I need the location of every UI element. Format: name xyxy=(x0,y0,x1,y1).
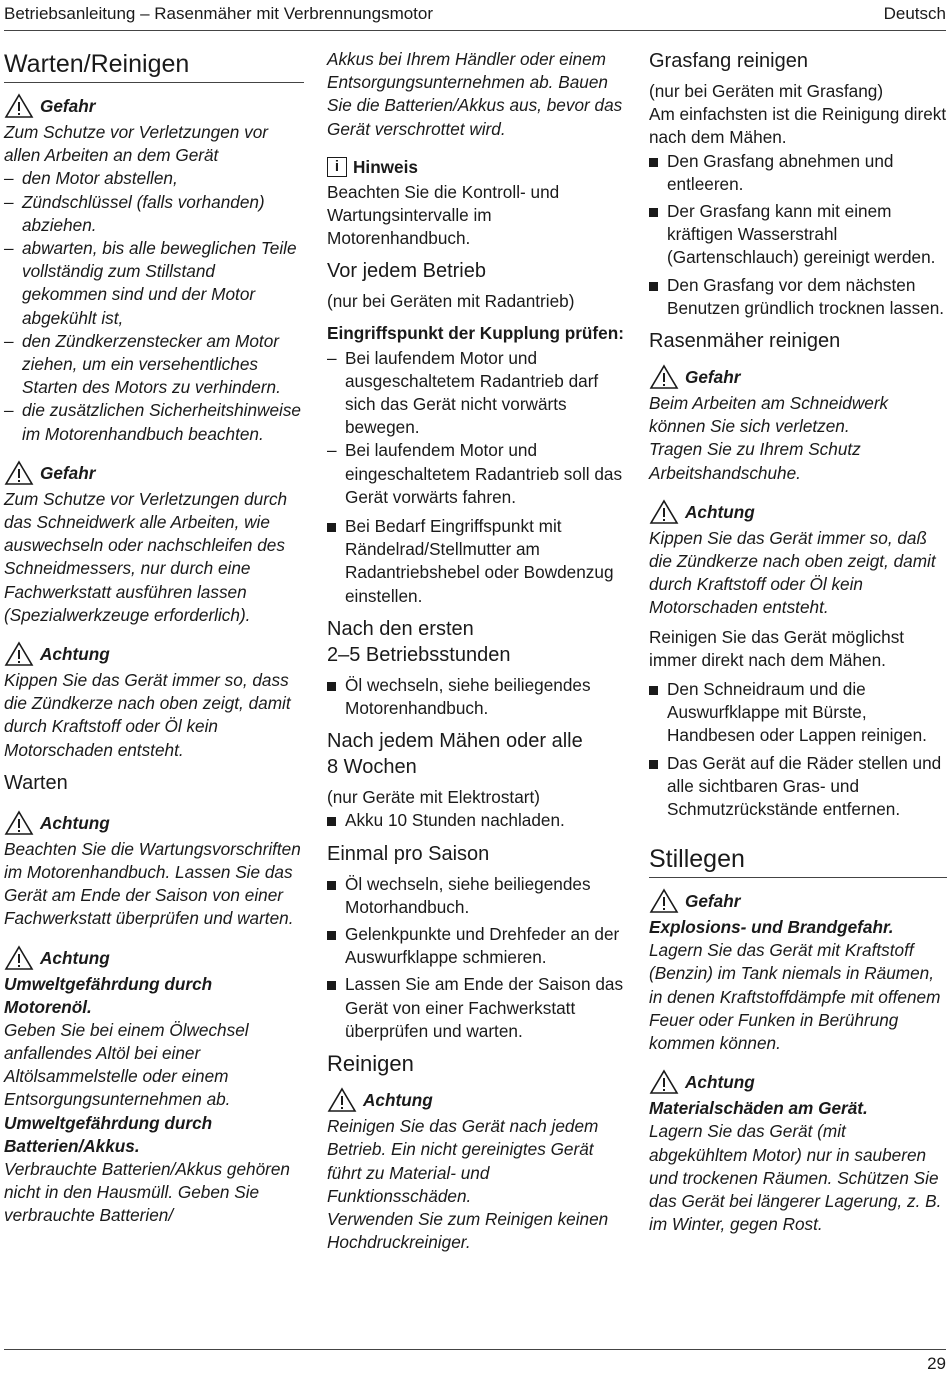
notice-label: Gefahr xyxy=(685,891,741,912)
subsection-title-einmal-pro-saison: Einmal pro Saison xyxy=(327,842,490,865)
notice-text: Zum Schutze vor Verletzungen durch das Schneidwerk alle Arbeiten, wie auswechseln oder nachschleifen des Schneidmessers, nur durch eine Fachwerkstatt ausführen lassen (Spezialwerkzeuge erforderlich). xyxy=(4,488,288,625)
notice-label: Achtung xyxy=(40,812,110,833)
notice-text: Verwenden Sie zum Reinigen keinen Hochdruckreiniger. xyxy=(327,1208,609,1253)
notice-text: Lagern Sie das Gerät mit Kraftstoff (Benzin) im Tank niemals in Räumen, in denen Kraftstoffdämpfe mit offenem Feuer oder Funken in Berührung kommen können. xyxy=(649,940,941,1054)
notice-label: Achtung xyxy=(40,947,110,968)
note-text: (nur Geräte mit Elektrostart) xyxy=(327,787,540,808)
warning-triangle-icon xyxy=(4,641,34,667)
notice-text: Kippen Sie das Gerät immer so, daß die Zündkerze nach oben zeigt, damit durch Kraftstoff oder Öl kein Motorschaden entsteht. xyxy=(649,527,936,618)
notice-text: Beachten Sie die Wartungsvorschriften im Motorenhandbuch. Lassen Sie das Gerät am Ende der Saison von einer Fachwerkstatt überprüfen und warten. xyxy=(4,838,301,929)
list-item: – Zündschlüssel (falls vorhanden) abziehen. xyxy=(4,191,304,237)
subsection-title-nach-den-ersten xyxy=(327,616,627,668)
list-item: Das Gerät auf die Räder stellen und alle sichtbaren Gras- und Schmutzrückstände entfernen. xyxy=(649,752,947,822)
notice-achtung xyxy=(327,1087,627,1113)
title-line: Nach den ersten xyxy=(327,617,474,640)
notice-heading: Umweltgefährdung durch Motorenöl. xyxy=(4,973,213,1017)
warning-triangle-icon xyxy=(649,499,679,525)
notice-label: Gefahr xyxy=(685,367,741,388)
list-item: – den Zündkerzenstecker am Motor ziehen, um ein versehentliches Starten des Motors zu verhindern. xyxy=(4,330,304,400)
list-item: – Bei laufendem Motor und eingeschaltetem Radantrieb soll das Gerät vorwärts fahren. xyxy=(327,439,627,509)
subsection-title-vor-jedem-betrieb: Vor jedem Betrieb xyxy=(327,260,486,283)
bullet-list xyxy=(649,150,947,320)
list-item: Öl wechseln, siehe beiliegendes Motorhandbuch. xyxy=(327,873,627,919)
notice-text: Reinigen Sie das Gerät nach jedem Betrieb. Ein nicht gereinigtes Gerät führt zu Material- und Funktionsschäden. xyxy=(327,1116,599,1206)
notice-gefahr xyxy=(649,364,947,390)
warning-triangle-icon xyxy=(649,1069,679,1095)
dash-list xyxy=(327,347,627,509)
notice-text: Beim Arbeiten am Schneidwerk können Sie sich verletzen. xyxy=(649,393,889,437)
subsection-title-nach-jedem-maehen xyxy=(327,728,627,780)
notice-achtung xyxy=(649,499,947,525)
list-item: Der Grasfang kann mit einem kräftigen Wasserstrahl (Gartenschlauch) gereinigt werden. xyxy=(649,200,947,270)
warning-triangle-icon xyxy=(4,460,34,486)
notice-text: Lagern Sie das Gerät (mit abgekühltem Motor) nur in sauberen und trockenen Räumen. Schützen Sie das Gerät bei längerer Lagerung, z. B. im Winter, gegen Rost. xyxy=(649,1121,942,1235)
notice-gefahr xyxy=(4,93,304,119)
language-label: Deutsch xyxy=(883,4,946,23)
subsection-title-reinigen: Reinigen xyxy=(327,1051,414,1077)
notice-label: Achtung xyxy=(363,1090,433,1111)
list-item: Akku 10 Stunden nachladen. xyxy=(327,809,627,832)
warning-triangle-icon xyxy=(4,945,34,971)
list-item: Öl wechseln, siehe beiliegendes Motorenhandbuch. xyxy=(327,674,627,720)
section-title-stillegen: Stillegen xyxy=(649,843,947,878)
notice-gefahr xyxy=(4,460,304,486)
list-item: Den Schneidraum und die Auswurfklappe mit Bürste, Handbesen oder Lappen reinigen. xyxy=(649,678,947,748)
section-title-warten-reinigen: Warten/Reinigen xyxy=(4,48,304,83)
bullet-list xyxy=(327,873,627,1043)
notice-label: Gefahr xyxy=(40,96,96,116)
list-item: Den Grasfang abnehmen und entleeren. xyxy=(649,150,947,196)
list-item: Gelenkpunkte und Drehfeder an der Auswurfklappe schmieren. xyxy=(327,923,627,969)
column-2 xyxy=(327,48,627,1254)
subheading-eingriffspunkt: Eingriffspunkt der Kupplung prüfen: xyxy=(327,322,624,343)
title-line: Nach jedem Mähen oder alle xyxy=(327,730,583,753)
notice-achtung xyxy=(4,945,304,971)
notice-label: Achtung xyxy=(685,501,755,522)
title-line: 2–5 Betriebsstunden xyxy=(327,643,511,666)
info-icon: i xyxy=(327,157,347,177)
list-item: – den Motor abstellen, xyxy=(4,167,304,190)
warning-triangle-icon xyxy=(4,810,34,836)
column-1 xyxy=(4,48,304,1227)
body-text: Am einfachsten ist die Reinigung direkt nach dem Mähen. xyxy=(649,104,947,148)
notice-heading: Materialschäden am Gerät. xyxy=(649,1098,868,1119)
list-item: Bei Bedarf Eingriffspunkt mit Rändelrad/Stellmutter am Radantriebshebel oder Bowdenzug einstellen. xyxy=(327,515,627,608)
column-3 xyxy=(649,48,947,1236)
notice-achtung xyxy=(4,641,304,667)
note-text: (nur bei Geräten mit Radantrieb) xyxy=(327,291,575,312)
notice-heading: Explosions- und Brandgefahr. xyxy=(649,917,894,938)
notice-label: Hinweis xyxy=(353,156,418,177)
warning-triangle-icon xyxy=(649,364,679,390)
page-footer xyxy=(4,1349,946,1374)
subsection-title-warten: Warten xyxy=(4,771,68,794)
subsection-title-grasfang-reinigen: Grasfang reinigen xyxy=(649,50,808,72)
notice-heading: Umweltgefährdung durch Batterien/Akkus. xyxy=(4,1112,213,1156)
list-item: – abwarten, bis alle beweglichen Teile vollständig zum Stillstand gekommen sind und der Motor abgekühlt ist, xyxy=(4,237,304,330)
notice-text: Zum Schutze vor Verletzungen vor allen Arbeiten an dem Gerät xyxy=(4,122,268,166)
dash-list xyxy=(4,167,304,445)
notice-achtung xyxy=(649,1069,947,1095)
bullet-list xyxy=(327,674,627,720)
notice-text: Kippen Sie das Gerät immer so, dass die Zündkerze nach oben zeigt, damit durch Kraftstoff oder Öl kein Motorschaden entsteht. xyxy=(4,670,291,760)
notice-text: Beachten Sie die Kontroll- und Wartungsintervalle im Motorenhandbuch. xyxy=(327,181,560,249)
note-text: (nur bei Geräten mit Grasfang) xyxy=(649,81,884,101)
notice-label: Achtung xyxy=(685,1072,755,1093)
warning-triangle-icon xyxy=(327,1087,357,1113)
warning-triangle-icon xyxy=(4,93,34,119)
continued-text: Akkus bei Ihrem Händler oder einem Entsorgungsunternehmen ab. Bauen Sie die Batterien/Akkus aus, bevor das Gerät verschrottet wird. xyxy=(327,49,623,139)
notice-text: Geben Sie bei einem Ölwechsel anfallendes Altöl bei einer Altölsammelstelle oder einem Entsorgungsunternehmen ab. xyxy=(4,1019,249,1110)
body-text: Reinigen Sie das Gerät möglichst immer direkt nach dem Mähen. xyxy=(649,626,905,670)
list-item: – Bei laufendem Motor und ausgeschaltetem Radantrieb darf sich das Gerät nicht vorwärts bewegen. xyxy=(327,347,627,440)
list-item: – die zusätzlichen Sicherheitshinweise im Motorenhandbuch beachten. xyxy=(4,399,304,445)
document-title: Betriebsanleitung – Rasenmäher mit Verbrennungsmotor xyxy=(4,4,434,23)
warning-triangle-icon xyxy=(649,888,679,914)
notice-label: Achtung xyxy=(40,644,110,665)
notice-label: Gefahr xyxy=(40,462,96,483)
notice-hinweis xyxy=(327,155,627,179)
list-item: Lassen Sie am Ende der Saison das Gerät von einer Fachwerkstatt überprüfen und warten. xyxy=(327,973,627,1043)
title-line: 8 Wochen xyxy=(327,756,417,779)
bullet-list xyxy=(327,809,627,832)
notice-gefahr xyxy=(649,888,947,914)
page-number: 29 xyxy=(927,1354,946,1373)
notice-text: Verbrauchte Batterien/Akkus gehören nicht in den Hausmüll. Geben Sie verbrauchte Batterien/ xyxy=(4,1158,290,1225)
bullet-list xyxy=(327,515,627,608)
list-item: Den Grasfang vor dem nächsten Benutzen gründlich trocknen lassen. xyxy=(649,274,947,320)
notice-achtung xyxy=(4,810,304,836)
bullet-list xyxy=(649,678,947,821)
notice-text: Tragen Sie zu Ihrem Schutz Arbeitshandschuhe. xyxy=(649,439,861,483)
subsection-title-rasenmaeher-reinigen: Rasenmäher reinigen xyxy=(649,330,841,353)
page-header xyxy=(4,0,946,31)
